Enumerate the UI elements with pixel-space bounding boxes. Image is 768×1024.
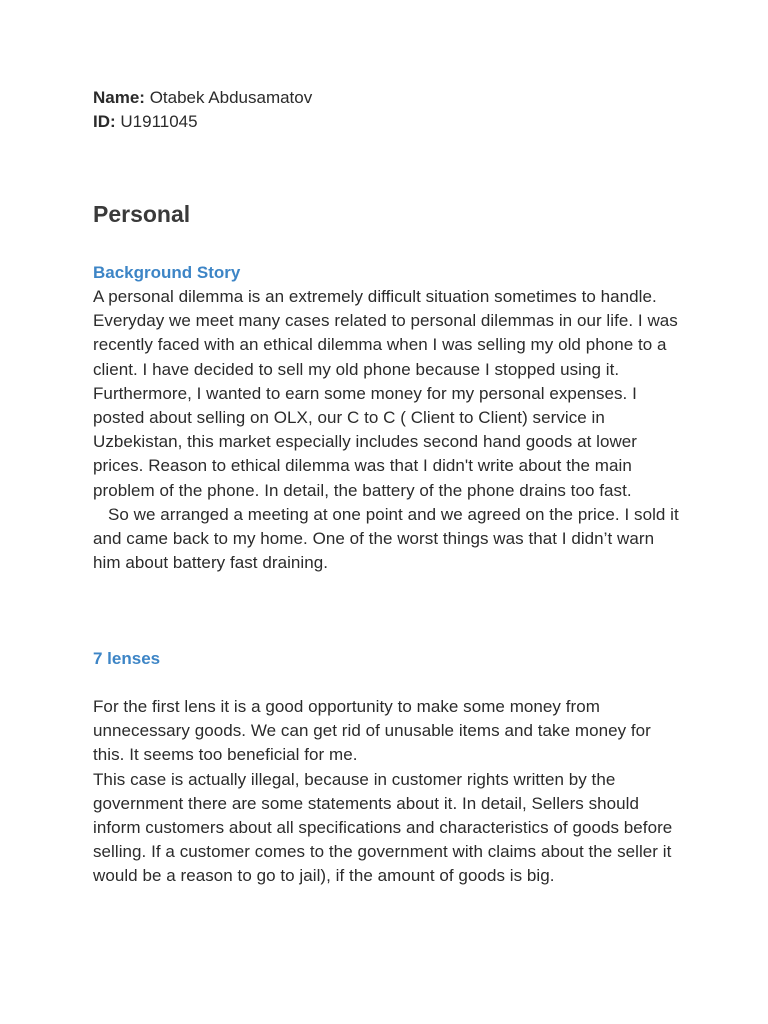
lenses-body (93, 695, 683, 889)
name-line (93, 86, 683, 110)
lenses-paragraph-1: For the first lens it is a good opportunity to make some money from unnecessary goods. We can get rid of unusable items and take money for this. It seems too beneficial for me. (93, 697, 651, 765)
name-label: Name: (93, 88, 145, 107)
background-paragraph-1: A personal dilemma is an extremely difficult situation sometimes to handle. Everyday we meet many cases related to personal dilemmas in our life. I was recently faced with an ethical dilemma when I was selling my old phone to a client. I have decided to sell my old phone because I stopped using it. Furthermore, I wanted to earn some money for my personal expenses. I posted about selling on OLX, our C to C ( Client to Client) service in Uzbekistan, this market especially includes second hand goods at lower prices. Reason to ethical dilemma was that I didn't write about the main problem of the phone. In detail, the battery of the phone drains too fast. (93, 287, 678, 500)
id-line (93, 110, 683, 134)
background-story-heading: Background Story (93, 263, 241, 282)
document-page (93, 86, 683, 886)
background-paragraph-2: So we arranged a meeting at one point and we agreed on the price. I sold it and came back to my home. One of the worst things was that I didn’t warn him about battery fast draining. (93, 504, 679, 573)
name-value: Otabek Abdusamatov (144, 88, 313, 107)
lenses-paragraph-2: This case is actually illegal, because in customer rights written by the government there are some statements about it. In detail, Sellers should inform customers about all specifications and characteristics of goods before selling. If a customer comes to the government with claims about the seller it would be a reason to go to jail), if the amount of goods is big. (93, 769, 673, 886)
background-story-section (93, 261, 683, 575)
id-label: ID: (93, 112, 116, 131)
seven-lenses-section (93, 647, 683, 889)
page-title: Personal (93, 201, 191, 227)
seven-lenses-heading: 7 lenses (93, 649, 161, 668)
id-value: U1911045 (115, 112, 198, 131)
